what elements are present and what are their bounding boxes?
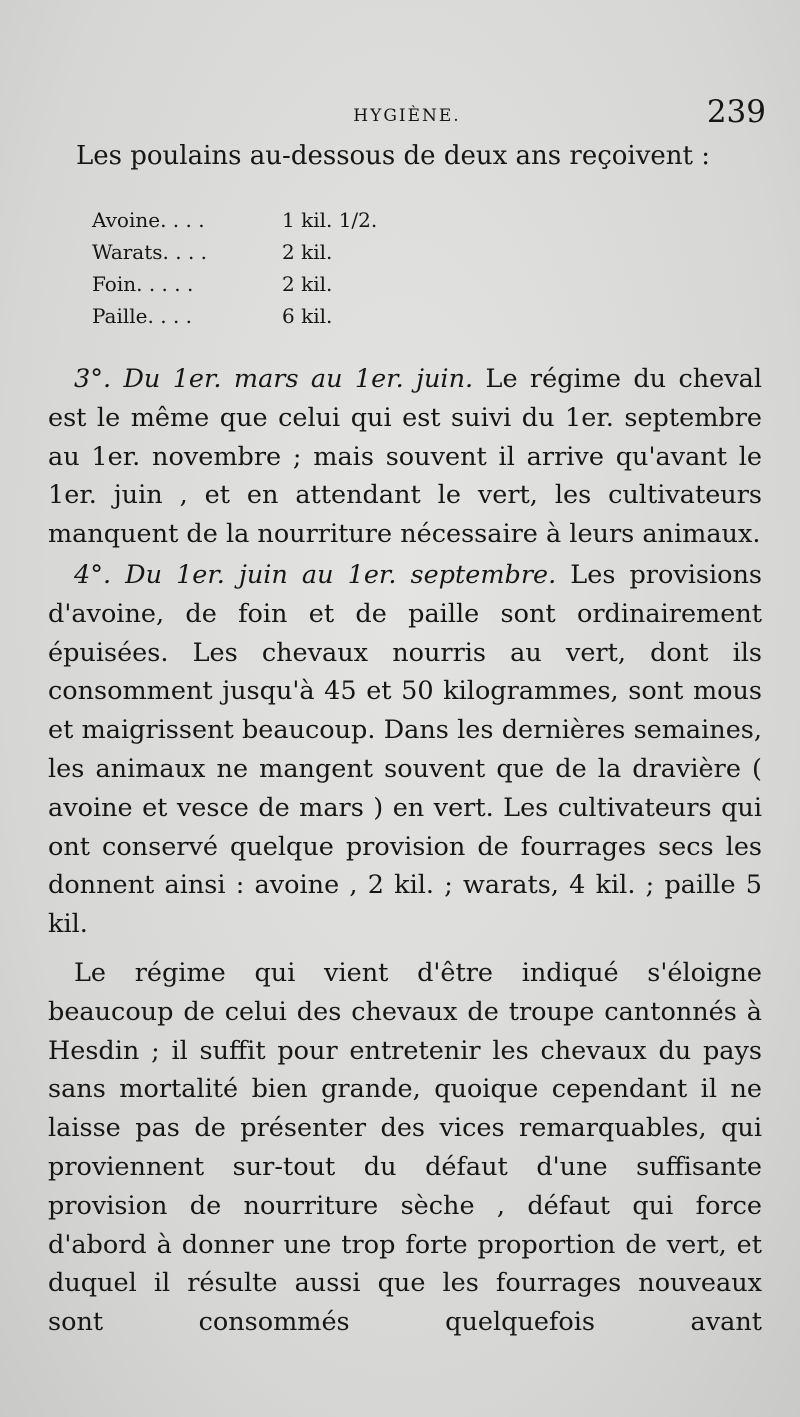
ration-amount: 1 kil. 1/2. [282,208,378,232]
paragraph-4 [48,556,762,944]
ration-item: Warats. . . . [92,240,208,264]
ration-amount: 6 kil. [282,304,333,328]
paragraph-4-label: 4°. Du 1er. juin au 1er. septembre. [74,559,557,590]
paragraph-3-label: 3°. Du 1er. mars au 1er. juin. [74,364,474,394]
page-number: 239 [706,94,766,130]
ration-item: Paille. . . . [92,304,193,328]
paragraph-5 [48,954,762,1342]
ration-item: Avoine. . . . [92,208,205,232]
ration-amount: 2 kil. [282,272,333,296]
ration-item: Foin. . . . . [92,272,194,296]
running-head: HYGIÈNE. [353,106,461,126]
page-header [48,94,766,138]
paragraph-3-text: Le régime du cheval est le même que celui qui est suivi du 1er. septembre au 1er. novembre ; mais souvent il arrive qu'avant le 1er. juin , et en attendant le vert, les cultivateurs manquent de la nourriture nécessaire à leurs animaux. [48,364,763,550]
ration-amount: 2 kil. [282,240,333,264]
paragraph-4-text: Les provisions d'avoine, de foin et de paille sont ordinairement épuisées. Les chevaux nourris au vert, dont ils consomment jusqu'à 45 et 50 kilogrammes, sont mous et maigrissent beaucoup. Dans les dernières semaines, les animaux ne mangent souvent que de la dravière ( avoine et vesce de mars ) en vert. Les cultivateurs qui ont conservé quelque provision de fourrages secs les donnent ainsi : avoine , 2 kil. ; warats, 4 kil. ; paille 5 kil. [48,559,763,940]
ration-row [92,238,332,266]
body-text [48,360,762,1342]
ration-row [92,302,332,330]
paragraph-5-text: Le régime qui vient d'être indiqué s'éloigne beaucoup de celui des chevaux de troupe cantonnés à Hesdin ; il suffit pour entretenir les chevaux du pays sans mortalité bien grande, quoique cependant il ne laisse pas de présenter des vices remarquables, qui proviennent sur-tout du défaut d'une suffisante provision de nourriture sèche , défaut qui force d'abord à donner une trop forte proportion de vert, et duquel il résulte aussi que les fourrages nouveaux sont consommés quelquefois avant [48,957,762,1338]
paragraph-3 [48,360,762,554]
ration-row [92,270,332,298]
ration-row [92,206,377,234]
intro-line: Les poulains au-dessous de deux ans reçoivent : [76,141,711,171]
